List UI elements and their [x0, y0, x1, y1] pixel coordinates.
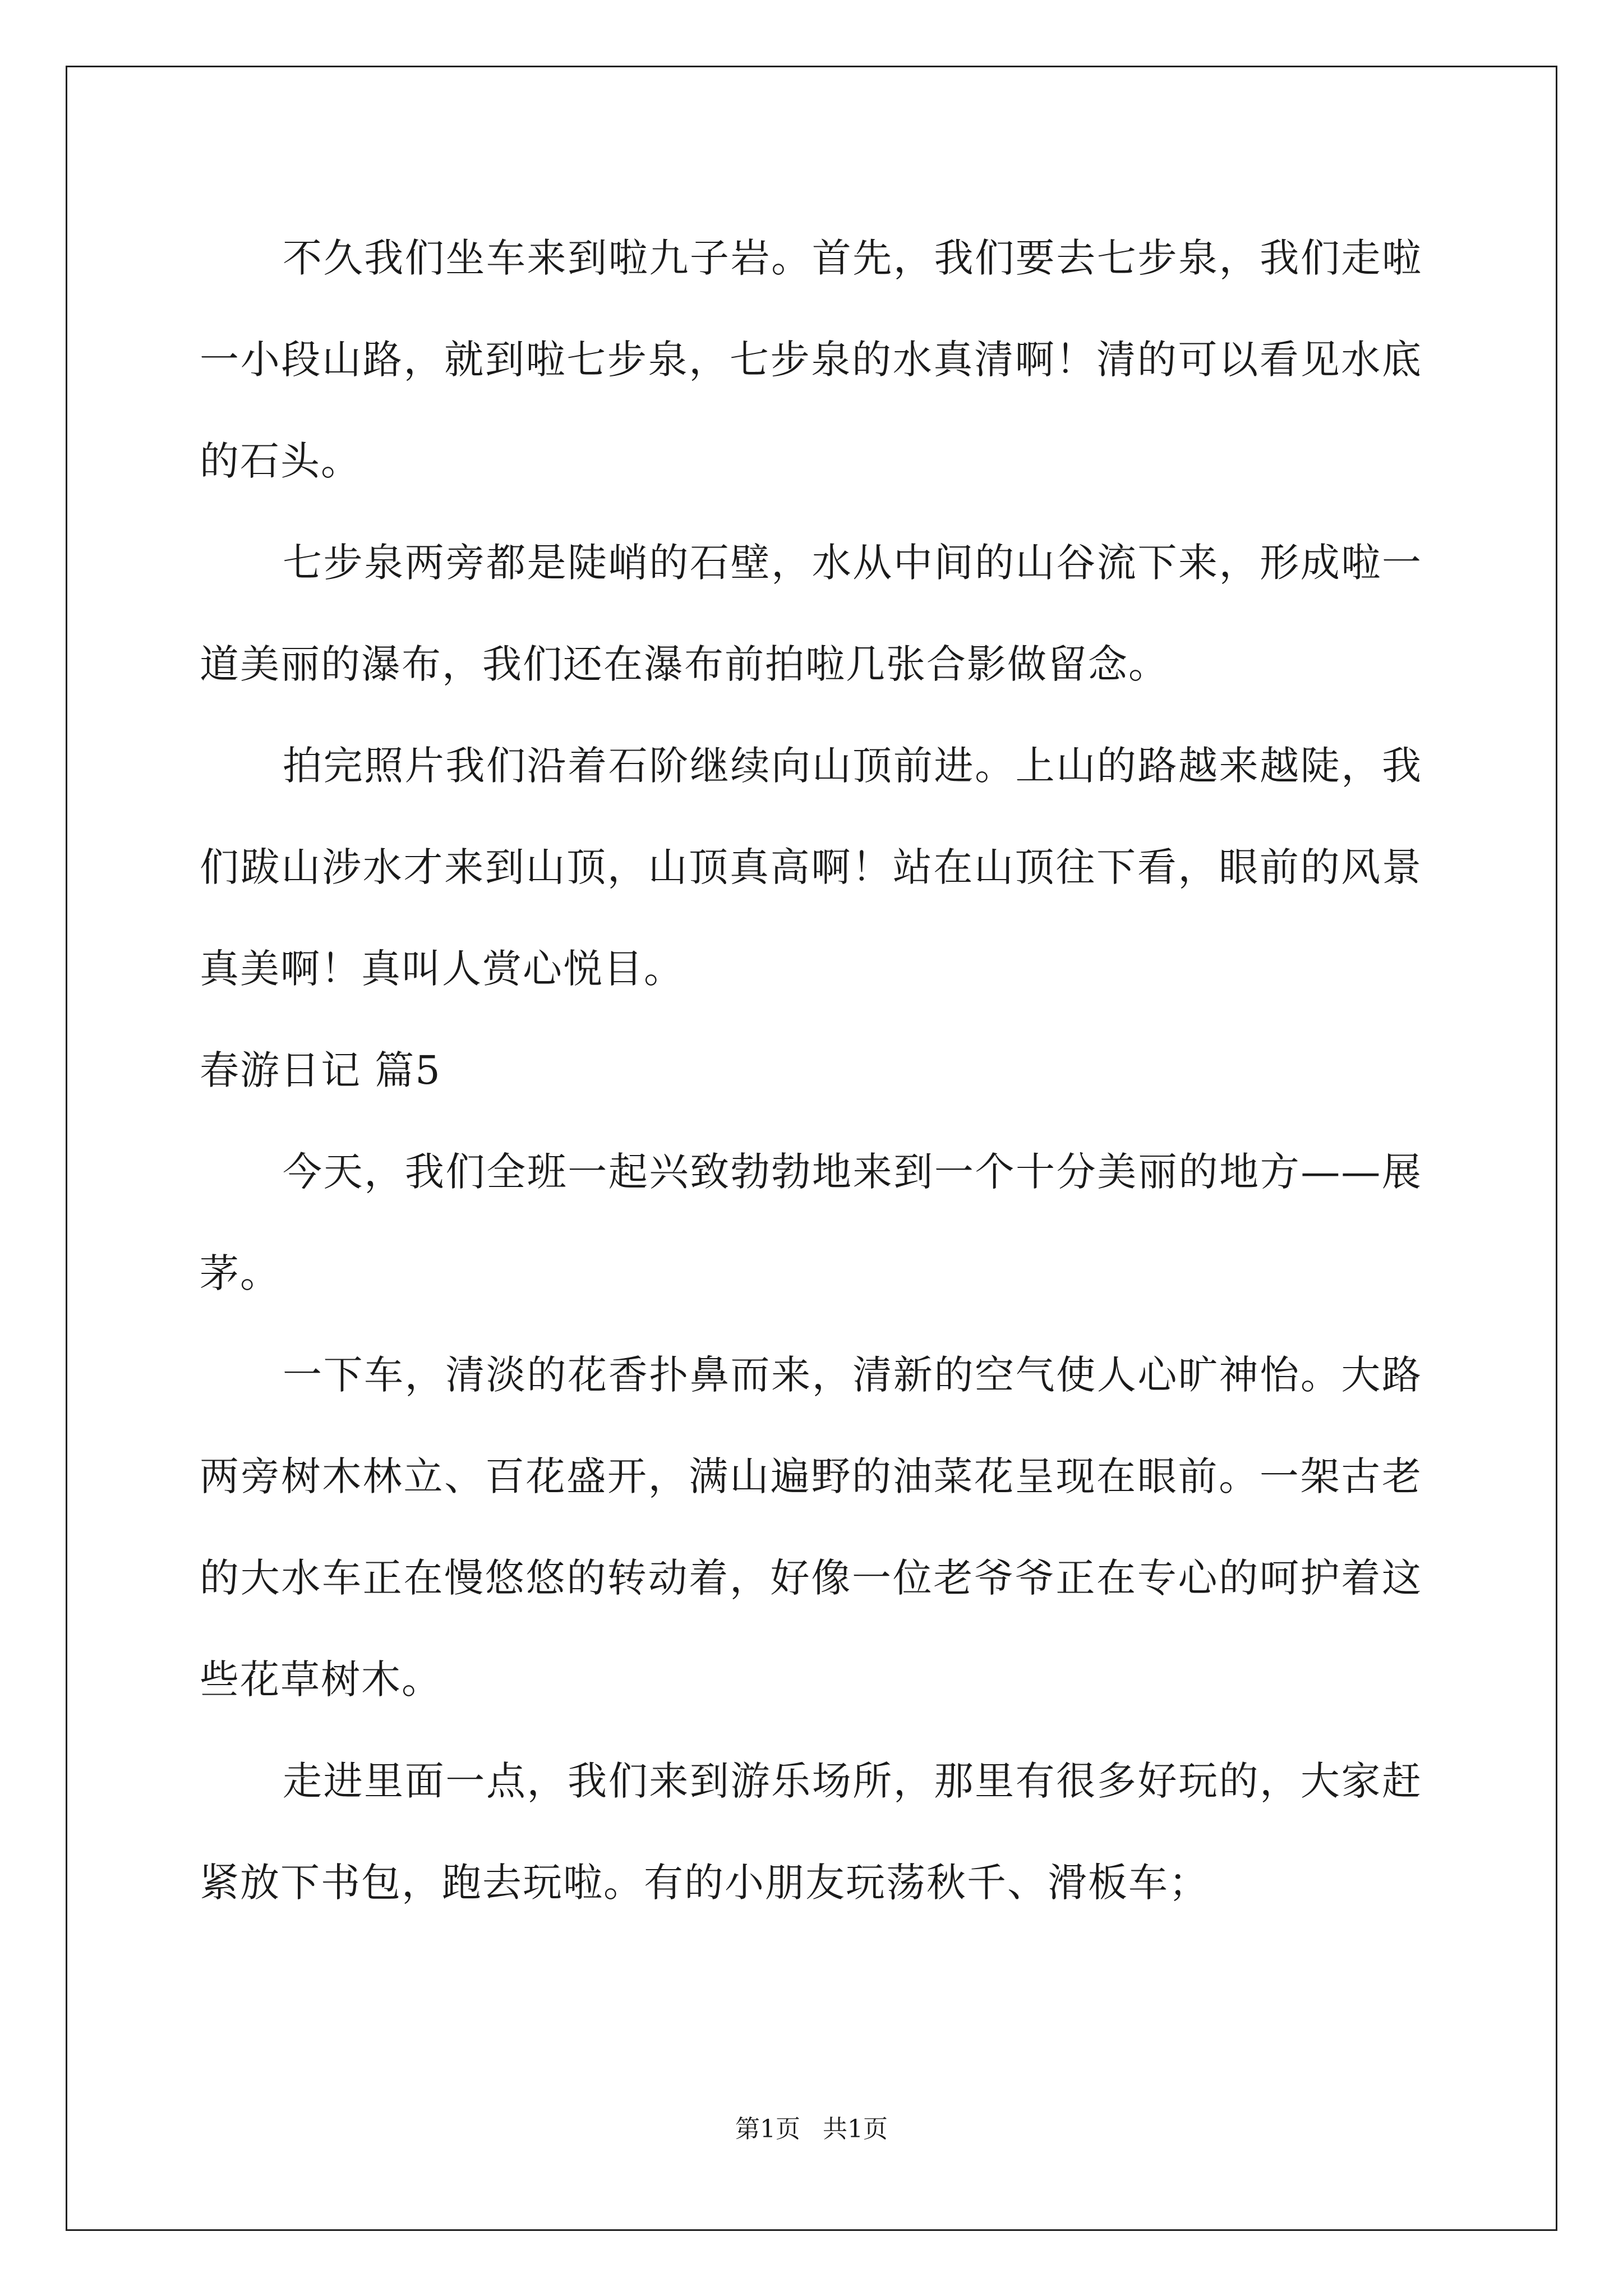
paragraph: 七步泉两旁都是陡峭的石壁，水从中间的山谷流下来，形成啦一道美丽的瀑布，我们还在瀑布前拍啦几张合影做留念。: [200, 540, 1422, 687]
paragraph: 走进里面一点，我们来到游乐场所，那里有很多好玩的，大家赶紧放下书包，跑去玩啦。有的小朋友玩荡秋千、滑板车；: [200, 1758, 1422, 1906]
paragraph: 拍完照片我们沿着石阶继续向山顶前进。上山的路越来越陡，我们跋山涉水才来到山顶，山顶真高啊！站在山顶往下看，眼前的风景真美啊！真叫人赏心悦目。: [200, 743, 1422, 992]
page-number: 第1页: [735, 2115, 800, 2143]
document-body: [200, 208, 1422, 1934]
page-total: 共1页: [823, 2115, 888, 2143]
paragraph: 今天，我们全班一起兴致勃勃地来到一个十分美丽的地方——展茅。: [200, 1149, 1422, 1296]
paragraph: 不久我们坐车来到啦九子岩。首先，我们要去七步泉，我们走啦一小段山路，就到啦七步泉，七步泉的水真清啊！清的可以看见水底的石头。: [200, 235, 1422, 484]
page-footer: [0, 2113, 1623, 2146]
paragraph: 一下车，清淡的花香扑鼻而来，清新的空气使人心旷神怡。大路两旁树木林立、百花盛开，满山遍野的油菜花呈现在眼前。一架古老的大水车正在慢悠悠的转动着，好像一位老爷爷正在专心的呵护着这些花草树木。: [200, 1352, 1422, 1703]
section-heading: 春游日记 篇5: [200, 1047, 441, 1093]
